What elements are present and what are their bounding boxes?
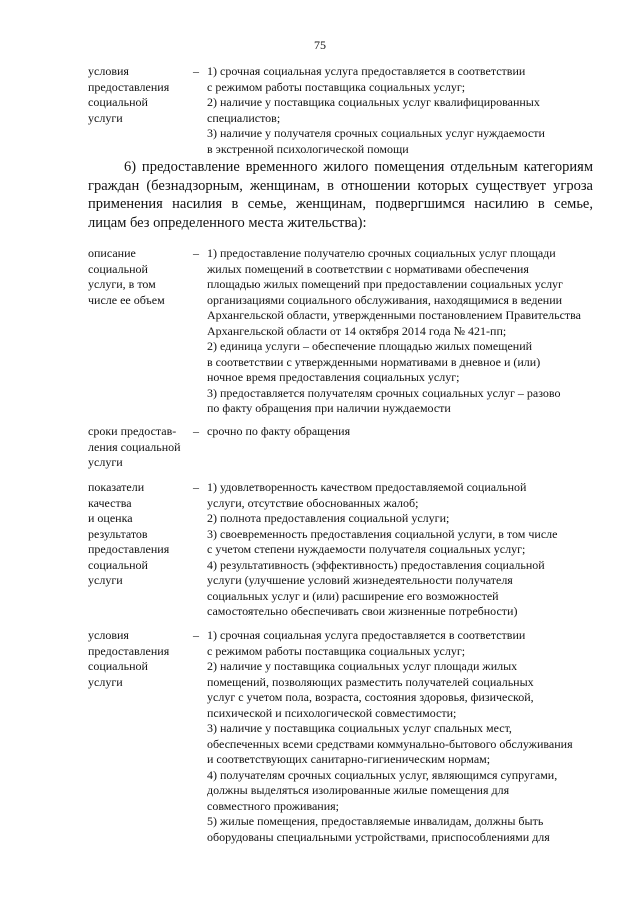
text-line: площадью жилых помещений при предоставлении социальных услуг bbox=[207, 277, 563, 291]
text-line: в экстренной психологической помощи bbox=[207, 141, 409, 156]
text-line: ночное время предоставления социальных услуг; bbox=[207, 370, 460, 384]
text-line: в соответствии с утвержденными нормативами в дневное и (или) bbox=[207, 354, 541, 369]
text-line: организациями социального обслуживания, находящимися в ведении bbox=[207, 292, 563, 307]
text-line: оборудованы специальными устройствами, приспособлениями для bbox=[207, 829, 550, 844]
row-label: условия предоставления социальной услуги bbox=[88, 64, 170, 125]
text-line: 2) наличие у поставщика социальных услуг квалифицированных bbox=[207, 95, 540, 109]
heading-line: лицам без определенного места жительства): bbox=[88, 214, 367, 231]
text-line: 3) наличие у получателя срочных социальных услуг нуждаемости bbox=[207, 126, 545, 140]
heading-line: применения насилия в семье, женщинам, подвергшимся насилию в семье, bbox=[88, 196, 593, 212]
text-line: с режимом работы поставщика социальных услуг; bbox=[207, 79, 466, 94]
text-line: совместного проживания; bbox=[207, 798, 339, 813]
row-label: показатели качества и оценка результатов предоставления социальной услуги bbox=[88, 480, 170, 587]
text-line: с учетом степени нуждаемости получателя социальных услуг; bbox=[207, 542, 526, 556]
row-label: условия предоставления социальной услуги bbox=[88, 628, 170, 689]
row-content bbox=[207, 480, 592, 620]
row-label: сроки предостав- ления социальной услуги bbox=[88, 424, 181, 469]
text-line: услуги (улучшение условий жизнедеятельности получателя bbox=[207, 573, 513, 587]
text-line: жилых помещений в соответствии с нормативами обеспечения bbox=[207, 261, 529, 276]
row-content bbox=[207, 246, 592, 417]
text-line: 2) наличие у поставщика социальных услуг площади жилых bbox=[207, 659, 518, 673]
text-line: самостоятельно обеспечивать свои жизненные потребности) bbox=[207, 604, 518, 618]
text-line: 4) результативность (эффективность) предоставления социальной bbox=[207, 557, 545, 572]
text-line: 3) наличие у поставщика социальных услуг спальных мест, bbox=[207, 721, 512, 735]
text-line: услуги, отсутствие обоснованных жалоб; bbox=[207, 495, 419, 510]
text-line: 1) срочная социальная услуга предоставляется в соответствии bbox=[207, 64, 526, 78]
section-heading bbox=[88, 158, 593, 232]
text-line: специалистов; bbox=[207, 110, 281, 125]
row-dash: – bbox=[193, 246, 199, 260]
row-dash: – bbox=[193, 424, 199, 438]
heading-line: 6) предоставление временного жилого помещения отдельным категориям bbox=[124, 159, 593, 175]
text-line: социальных услуг и (или) расширение его возможностей bbox=[207, 588, 499, 603]
text-line: 2) единица услуги – обеспечение площадью жилых помещений bbox=[207, 339, 533, 353]
text-line: 4) получателям срочных социальных услуг, являющимся супругами, bbox=[207, 767, 558, 782]
text-line: обеспеченных всеми средствами коммунально-бытового обслуживания bbox=[207, 736, 573, 751]
row-dash: – bbox=[193, 64, 199, 78]
text-line: 1) предоставление получателю срочных социальных услуг площади bbox=[207, 246, 556, 260]
text-line: 3) предоставляется получателям срочных социальных услуг – разово bbox=[207, 385, 561, 400]
heading-line: граждан (безнадзорным, женщинам, в отношении которых существует угроза bbox=[88, 177, 593, 194]
row-dash: – bbox=[193, 480, 199, 494]
text-line: Архангельской области от 14 октября 2014 года № 421-пп; bbox=[207, 323, 507, 338]
text-line: должны выделяться изолированные жилые помещения для bbox=[207, 783, 510, 797]
text-line: услуг с учетом пола, возраста, состояния здоровья, физической, bbox=[207, 690, 534, 704]
text-line: с режимом работы поставщика социальных услуг; bbox=[207, 643, 466, 658]
text-line: 2) полнота предоставления социальной услуги; bbox=[207, 511, 450, 525]
row-label: описание социальной услуги, в том числе ее объем bbox=[88, 246, 165, 307]
row-content bbox=[207, 628, 592, 845]
row-content bbox=[207, 64, 592, 157]
row-dash: – bbox=[193, 628, 199, 642]
text-line: 1) срочная социальная услуга предоставляется в соответствии bbox=[207, 628, 526, 642]
text-line: Архангельской области, утвержденными постановлением Правительства bbox=[207, 308, 581, 322]
text-line: 5) жилые помещения, предоставляемые инвалидам, должны быть bbox=[207, 814, 544, 828]
text-line: помещений, позволяющих разместить получателей социальных bbox=[207, 674, 534, 689]
text-line: и соответствующих санитарно-гигиеническим нормам; bbox=[207, 752, 491, 766]
text-line: срочно по факту обращения bbox=[207, 424, 351, 438]
text-line: по факту обращения при наличии нуждаемости bbox=[207, 401, 451, 415]
text-line: 1) удовлетворенность качеством предоставляемой социальной bbox=[207, 480, 527, 494]
page-number: 75 bbox=[314, 38, 326, 52]
text-line: психической и психологической совместимости; bbox=[207, 705, 457, 720]
row-content bbox=[207, 424, 592, 440]
text-line: 3) своевременность предоставления социальной услуги, в том числе bbox=[207, 526, 558, 541]
